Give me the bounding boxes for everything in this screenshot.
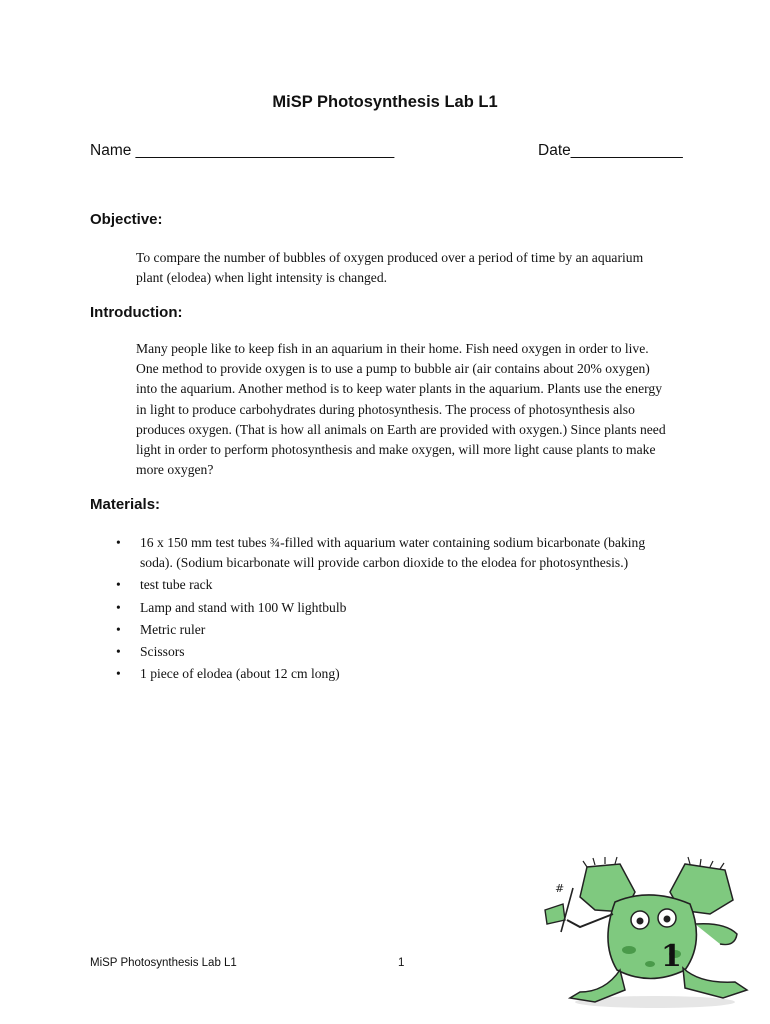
materials-heading: Materials:: [90, 496, 161, 513]
list-item: • 1 piece of elodea (about 12 cm long): [116, 664, 676, 684]
page-title: MiSP Photosynthesis Lab L1: [272, 93, 498, 111]
list-item: • Metric ruler: [116, 620, 676, 640]
bullet-icon: •: [116, 535, 121, 550]
footer-title: MiSP Photosynthesis Lab L1: [90, 957, 237, 969]
page-number: 1: [398, 957, 405, 969]
list-item: • test tube rack: [116, 575, 676, 595]
materials-list: [116, 533, 676, 686]
date-field-line: Date_____________: [538, 142, 683, 159]
bullet-icon: •: [116, 577, 121, 593]
frog-mascot-icon: [525, 852, 760, 1012]
bullet-icon: •: [116, 599, 121, 615]
objective-text: To compare the number of bubbles of oxygen produced over a period of time by an aquarium plant (elodea) when light intensity is changed.: [136, 250, 644, 286]
list-item: • Lamp and stand with 100 W lightbulb: [116, 598, 676, 618]
name-field-line: Name ______________________________: [90, 142, 395, 159]
list-item: • 16 x 150 mm test tubes ¾-filled with aquarium water containing sodium bicarbonate (baking soda). (Sodium bicarbonate will provide carbon dioxide to the elodea for photosynthesis.): [116, 535, 646, 571]
objective-heading: Objective:: [90, 211, 163, 228]
frog-badge-number: 1: [661, 939, 682, 974]
list-item: • Scissors: [116, 642, 676, 662]
svg-text:#: #: [555, 882, 565, 895]
bullet-icon: •: [116, 644, 121, 660]
introduction-heading: Introduction:: [90, 304, 183, 321]
bullet-icon: •: [116, 621, 121, 637]
bullet-icon: •: [116, 666, 121, 682]
introduction-text: Many people like to keep fish in an aquarium in their home. Fish need oxygen in order to live. One method to provide oxygen is to use a pump to bubble air (air contains about 20% oxygen) into the aquarium. Another method is to keep water plants in the aquarium. Plants use the energy in light to produce carbohydrates during photosynthesis. The process of photosynthesis also produces oxygen. (That is how all animals on Earth are provided with oxygen.) Since plants need light in order to perform photosynthesis and make oxygen, will more light cause plants to make more oxygen?: [136, 341, 666, 478]
